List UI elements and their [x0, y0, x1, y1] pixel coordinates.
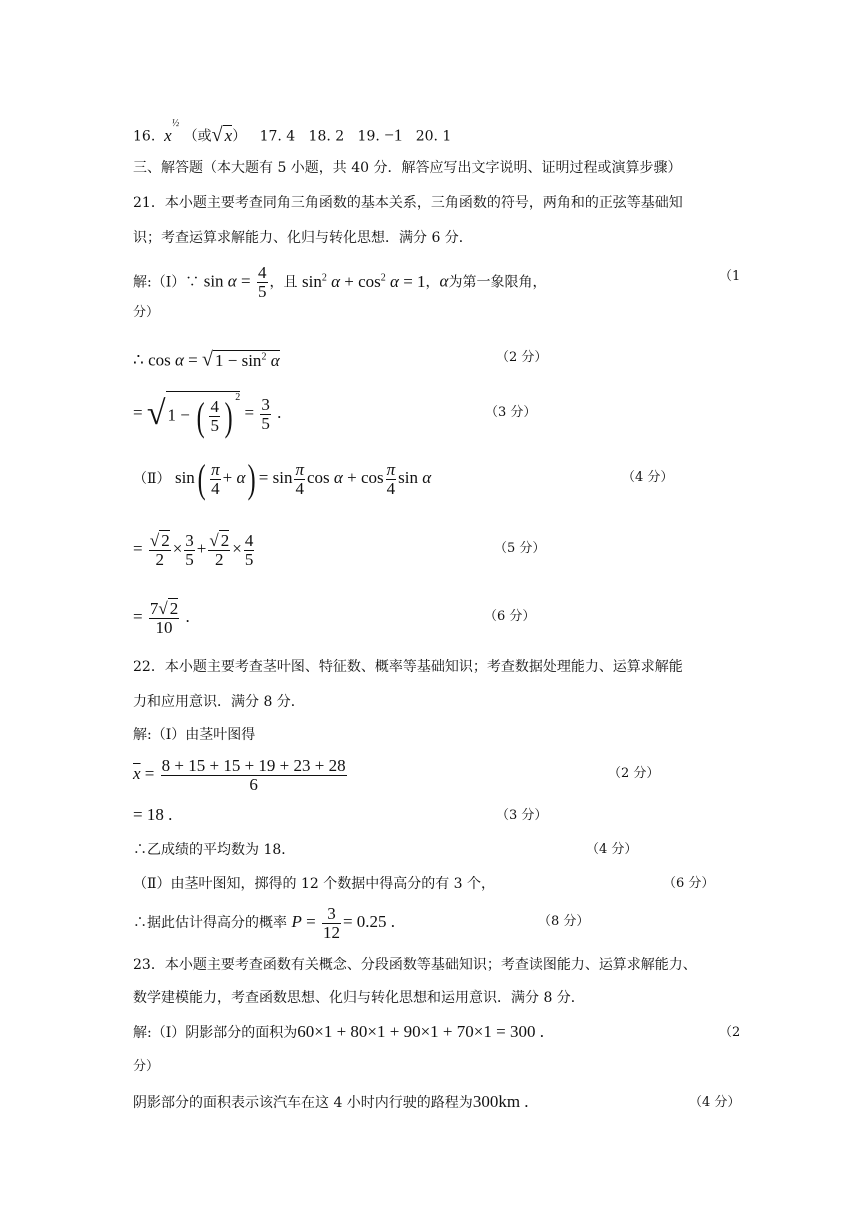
sqrt-x: √ x — [211, 123, 233, 146]
q23-intro-2: 数学建模能力，考查函数思想、化归与转化思想和运用意识．满分 8 分． — [133, 990, 585, 1006]
q23-score-4: （4 分） — [689, 1095, 741, 1110]
q21-step1-label: 解:（Ⅰ）∵ — [133, 274, 200, 291]
q22-intro-1: 22．本小题主要考查茎叶图、特征数、概率等基础知识；考查数据处理能力、运算求解能 — [133, 659, 683, 675]
q22-score-3: （3 分） — [496, 808, 548, 823]
q21-step1 — [133, 260, 546, 301]
q16-alt-close: ） — [232, 128, 247, 145]
q19-answer: −1 — [384, 125, 403, 145]
q21-substitute: = $\frac{√ 2}{2}$ × $\frac{3}{5}$ + $\frac{√ 2}{2}$ × $\frac{4}{5}$ — [133, 530, 254, 569]
x-power: $x^{\frac{1}{2}}$ — [164, 118, 180, 145]
sum-formula: sin( $\frac{\pi}{4}$ + α) = sin $\frac{\pi}{4}$ cos α + cos $\frac{\pi}{4}$ sin α — [174, 456, 432, 502]
q16-number: 16. — [133, 128, 156, 145]
q22-score-4: （4 分） — [586, 842, 638, 857]
q23-score-2b: 分） — [133, 1059, 160, 1074]
q21-score-2: （2 分） — [496, 350, 548, 365]
q21-comma: ， — [425, 274, 440, 291]
q23-step1 — [133, 1022, 544, 1043]
q22-probability: ∴据此估计得高分的概率 P = $\frac{3}{12}$ = 0.25 . — [133, 903, 396, 942]
q21-part2 — [133, 455, 431, 502]
q22-average: ∴乙成绩的平均数为 18． — [133, 842, 296, 858]
q22-score-2: （2 分） — [608, 766, 660, 781]
q22-score-8: （8 分） — [538, 914, 590, 929]
pythag-identity: $\sin^2 \alpha + \cos^2 \alpha = 1$ — [301, 271, 426, 291]
q22-prob-text: ∴据此估计得高分的概率 — [133, 915, 287, 931]
q21-quadrant-text: 为第一象限角， — [448, 274, 547, 291]
q21-intro-2: 识；考查运算求解能力、化归与转化思想．满分 6 分． — [133, 230, 473, 246]
q23-score-2a: （2 — [719, 1025, 741, 1040]
q22-intro-2: 力和应用意识．满分 8 分． — [133, 694, 305, 710]
q23-step2 — [133, 1092, 529, 1113]
q21-cos-line: ∴ cos α = √ $1 - \sin^2 \alpha$ — [133, 348, 280, 371]
q23-step1-text: 解:（Ⅰ）阴影部分的面积为 — [133, 1025, 298, 1041]
q21-score-5: （5 分） — [494, 541, 546, 556]
q21-intro-1: 21．本小题主要考查同角三角函数的基本关系，三角函数的符号，两角和的正弦等基础知 — [133, 195, 683, 211]
frac-4-5: $\frac{4}{5}$ — [258, 263, 267, 302]
q22-score-6: （6 分） — [663, 876, 715, 891]
q21-cos-value: = √ 1 − ( $\frac{4}{5}$ ) $^2$ = $\frac{3}{5}$ . — [133, 392, 282, 439]
q22-step1: 解:（Ⅰ）由茎叶图得 — [133, 727, 256, 743]
q17-answer: 17. 4 — [259, 128, 296, 145]
answers-16-20 — [133, 118, 452, 147]
q21-part2-label: （Ⅱ） — [133, 471, 171, 487]
q16-alt-open: （或 — [183, 128, 212, 145]
q22-den: 6 — [249, 774, 258, 794]
q22-sum: 8 + 15 + 15 + 19 + 23 + 28 — [161, 755, 346, 775]
q21-score-6: （6 分） — [484, 609, 536, 624]
q21-score-4: （4 分） — [622, 470, 674, 485]
q21-score-1a: （1 — [719, 269, 741, 284]
q23-intro-1: 23．本小题主要考查函数有关概念、分段函数等基础知识；考查读图能力、运算求解能力、 — [133, 957, 697, 973]
q22-mean-value: = 18 . — [133, 805, 173, 824]
q21-result: = $\frac{7√ 2}{10}$ . — [133, 598, 190, 637]
q23-area-formula: 60×1 + 80×1 + 90×1 + 70×1 = 300 . — [297, 1022, 544, 1041]
q21-score-3: （3 分） — [485, 405, 537, 420]
q22-mean-formula: $\overline{x}$ = $\frac{8 + 15 + 15 + 19 + 23 + 28}{6}$ — [133, 755, 346, 794]
q20-answer: 20. 1 — [415, 128, 452, 145]
q18-answer: 18. 2 — [308, 128, 345, 145]
alpha-symbol: α — [439, 271, 449, 291]
q22-part2: （Ⅱ）由茎叶图知，掷得的 12 个数据中得高分的有 3 个， — [133, 876, 496, 892]
q21-and: ，且 — [269, 274, 298, 291]
q23-step2-text: 阴影部分的面积表示该汽车在这 4 小时内行驶的路程为 — [133, 1095, 473, 1111]
section-3-heading: 三、解答题（本大题有 5 小题，共 40 分．解答应写出文字说明、证明过程或演算步骤） — [133, 160, 682, 176]
sin-alpha-eq: sin α = — [203, 271, 251, 291]
q19-label: 19. — [357, 128, 380, 145]
q23-distance: 300km . — [472, 1092, 529, 1111]
q21-score-1b: 分） — [133, 305, 160, 320]
